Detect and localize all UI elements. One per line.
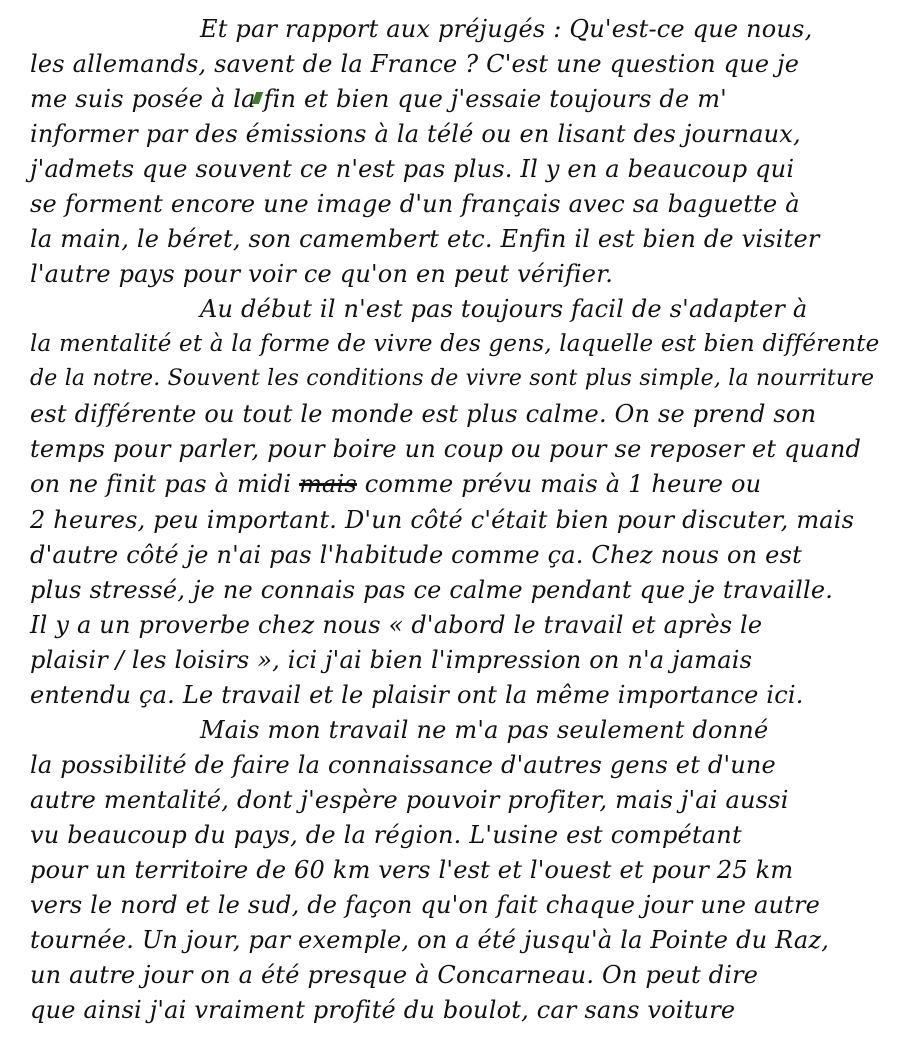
text-line: pour un territoire de 60 km vers l'est et l'ouest et pour 25 km (30, 856, 794, 884)
text-line: plaisir / les loisirs », ici j'ai bien l'impression on n'a jamais (30, 646, 753, 674)
struck-word: mais (299, 470, 357, 498)
text-line: temps pour parler, pour boire un coup ou pour se reposer et quand (30, 435, 862, 463)
text-line: les allemands, savent de la France ? C'est une question que je (30, 50, 800, 78)
text-line: j'admets que souvent ce n'est pas plus. Il y en a beaucoup qui (30, 155, 795, 183)
text-line: que ainsi j'ai vraiment profité du boulot, car sans voiture (30, 996, 736, 1024)
text-line: d'autre côté je n'ai pas l'habitude comme ça. Chez nous on est (30, 541, 802, 569)
text-line: se forment encore une image d'un français avec sa baguette à (30, 190, 800, 218)
text-line: vers le nord et le sud, de façon qu'on fait chaque jour une autre (30, 891, 821, 919)
text-line: Mais mon travail ne m'a pas seulement donné (200, 716, 769, 744)
text-line: Au début il n'est pas toujours facil de s'adapter à (200, 295, 808, 323)
text-line: 2 heures, peu important. D'un côté c'était bien pour discuter, mais (30, 506, 855, 534)
text-line: informer par des émissions à la télé ou en lisant des journaux, (30, 120, 801, 148)
text-line: tournée. Un jour, par exemple, on a été jusqu'à la Pointe du Raz, (30, 926, 830, 954)
text-line: Il y a un proverbe chez nous « d'abord le travail et après le (30, 611, 763, 639)
text-line: entendu ça. Le travail et le plaisir ont la même importance ici. (30, 681, 804, 709)
text-line: plus stressé, je ne connais pas ce calme pendant que je travaille. (30, 576, 834, 604)
text-line: l'autre pays pour voir ce qu'on en peut vérifier. (30, 260, 614, 288)
text-line: autre mentalité, dont j'espère pouvoir profiter, mais j'ai aussi (30, 786, 789, 814)
text-line (30, 469, 761, 499)
text-line: Et par rapport aux préjugés : Qu'est-ce que nous, (200, 15, 813, 43)
text-line: est différente ou tout le monde est plus calme. On se prend son (30, 400, 817, 428)
text-line: la mentalité et à la forme de vivre des gens, laquelle est bien différente (30, 331, 880, 357)
text-line: vu beaucoup du pays, de la région. L'usine est compétant (30, 821, 742, 849)
text-line: un autre jour on a été presque à Concarneau. On peut dire (30, 961, 759, 989)
text-line: la possibilité de faire la connaissance d'autres gens et d'une (30, 751, 776, 779)
text-segment: comme prévu mais à 1 heure ou (364, 470, 762, 498)
text-line: de la notre. Souvent les conditions de vivre sont plus simple, la nourriture (30, 366, 875, 391)
text-line: la main, le béret, son camembert etc. Enfin il est bien de visiter (30, 225, 820, 253)
text-line: me suis posée à la fin et bien que j'essaie toujours de m' (30, 85, 727, 113)
text-segment: on ne finit pas à midi (30, 470, 292, 498)
